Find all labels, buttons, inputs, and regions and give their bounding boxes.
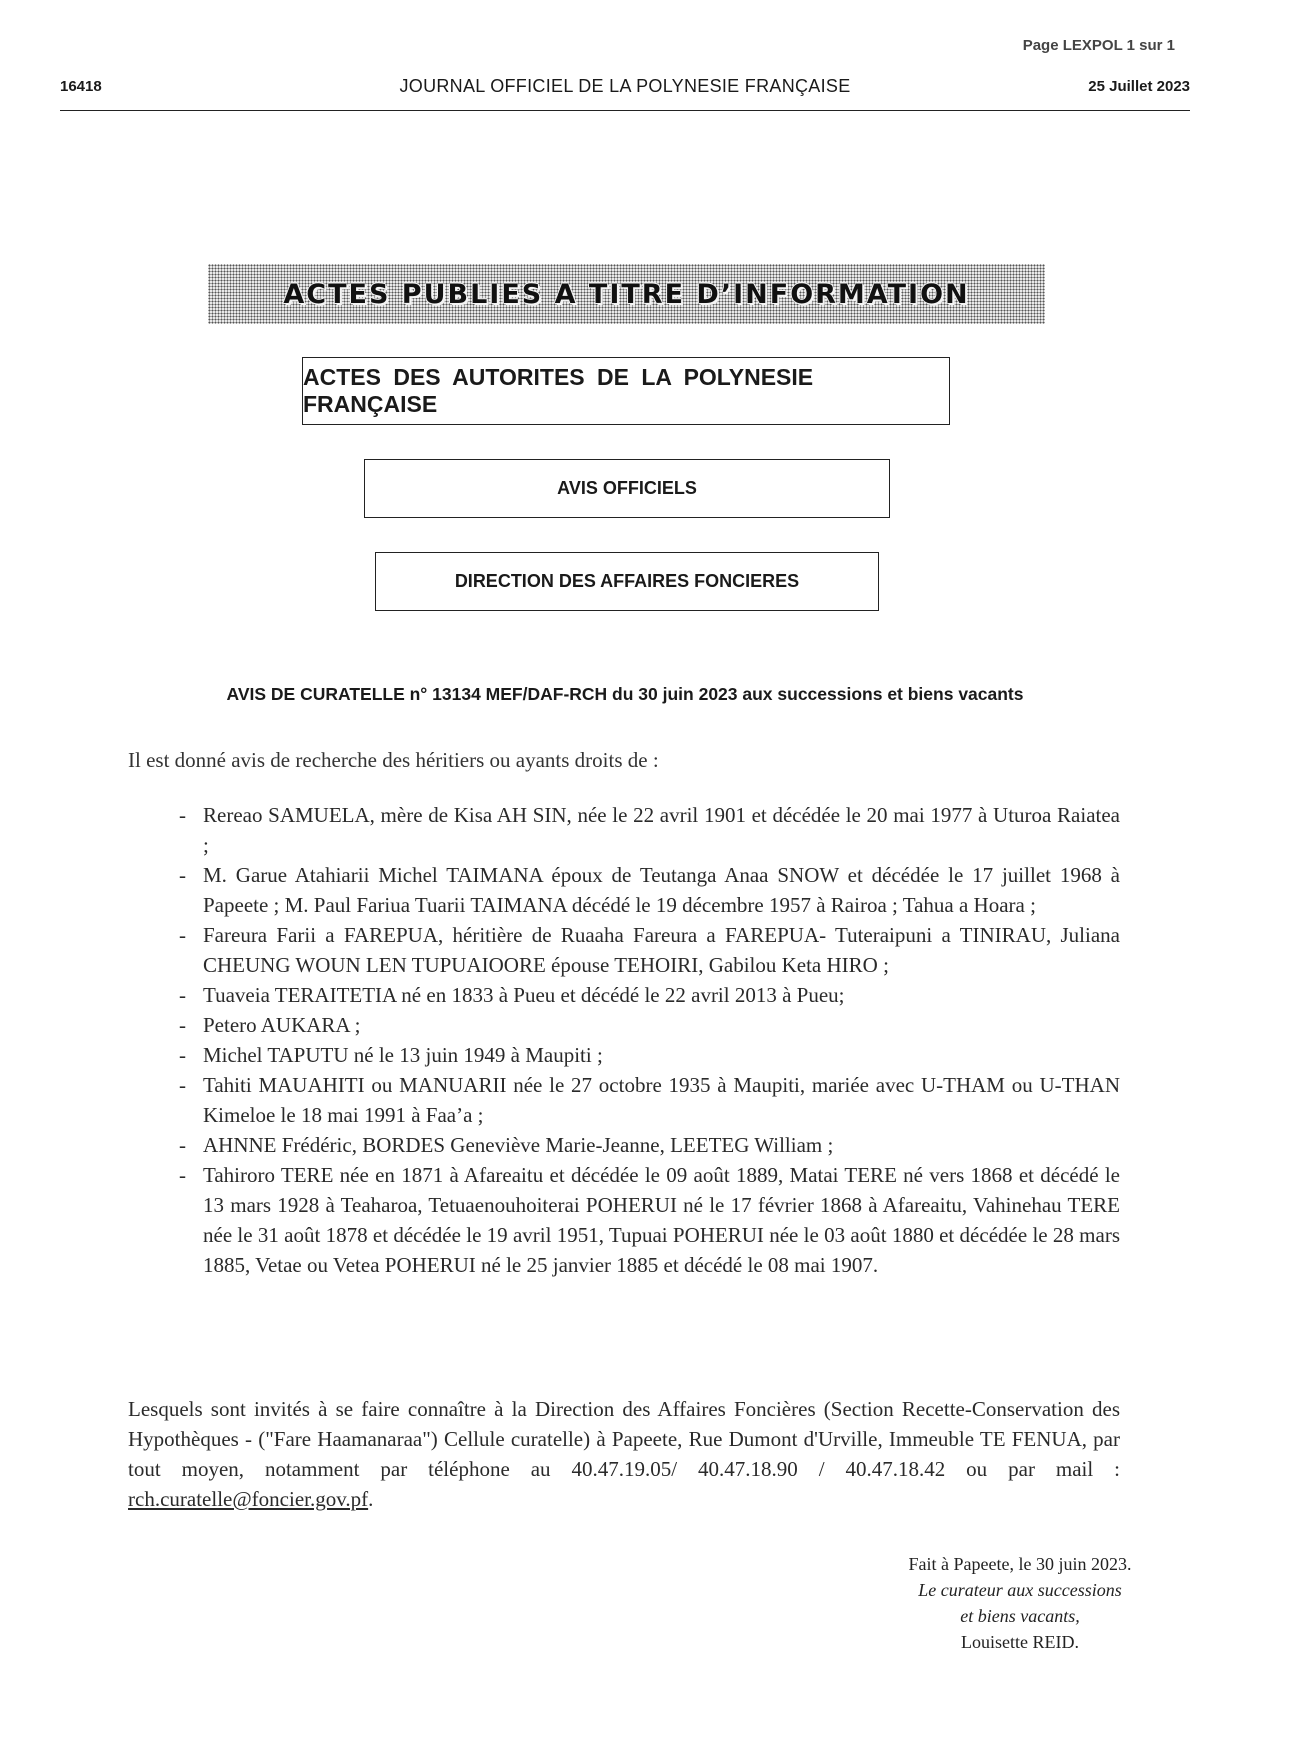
signature-role-line1: Le curateur aux successions: [918, 1580, 1122, 1600]
publication-date: 25 Juillet 2023: [1088, 78, 1190, 95]
heir-item: - Michel TAPUTU né le 13 juin 1949 à Maupiti ;: [179, 1043, 603, 1067]
heir-item: - Fareura Farii a FAREPUA, héritière de Ruaaha Fareura a FAREPUA- Tuteraipuni a TINIRAU, Juliana CHEUNG WOUN LEN TUPUAIOORE épouse TEHOIRI, Gabilou Keta HIRO ;: [179, 923, 1120, 977]
official-notices-heading: AVIS OFFICIELS: [364, 459, 890, 518]
direction-heading: DIRECTION DES AFFAIRES FONCIERES: [375, 552, 879, 611]
heir-text: Michel TAPUTU né le 13 juin 1949 à Maupiti ;: [203, 1043, 603, 1067]
email-link[interactable]: rch.curatelle@foncier.gov.pf: [128, 1487, 369, 1511]
heir-item: - Petero AUKARA ;: [179, 1013, 361, 1037]
heir-item: - AHNNE Frédéric, BORDES Geneviève Marie-Jeanne, LEETEG William ;: [179, 1133, 834, 1157]
journal-title: JOURNAL OFFICIEL DE LA POLYNESIE FRANÇAISE: [399, 76, 851, 96]
notice-intro: Il est donné avis de recherche des héritiers ou ayants droits de :: [128, 748, 659, 772]
notice-title: AVIS DE CURATELLE n° 13134 MEF/DAF-RCH du 30 juin 2023 aux successions et biens vacants: [226, 684, 1024, 704]
heir-text: Petero AUKARA ;: [203, 1013, 361, 1037]
heir-text: AHNNE Frédéric, BORDES Geneviève Marie-Jeanne, LEETEG William ;: [203, 1133, 834, 1157]
heir-text: M. Garue Atahiarii Michel TAIMANA époux de Teutanga Anaa SNOW et décédée le 17 juillet 1968 à Papeete ; M. Paul Fariua Tuarii TAIMANA décédé le 19 décembre 1957 à Rairoa ; Tahua a Hoara ;: [203, 863, 1120, 917]
banner-title: ACTES PUBLIES A TITRE D’INFORMATION: [283, 278, 970, 310]
heir-text: Tahiti MAUAHITI ou MANUARII née le 27 octobre 1935 à Maupiti, mariée avec U-THAM ou U-THAN Kimeloe le 18 mai 1991 à Faa’a ;: [203, 1073, 1120, 1127]
heir-item: - Tahiti MAUAHITI ou MANUARII née le 27 octobre 1935 à Maupiti, mariée avec U-THAM ou U-THAN Kimeloe le 18 mai 1991 à Faa’a ;: [179, 1073, 1120, 1127]
heir-text: Tahiroro TERE née en 1871 à Afareaitu et décédée le 09 août 1889, Matai TERE né vers 1868 et décédé le 13 mars 1928 à Teaharoa, Tetuaenouhoiterai POHERUI né le 17 février 1868 à Afareaitu, Vahinehau TERE née le 31 août 1878 et décédée le 19 avril 1951, Tupuai POHERUI née le 03 août 1880 et décédée le 28 mars 1885, Vetae ou Vetea POHERUI né le 25 janvier 1885 et décédé le 08 mai 1907.: [203, 1163, 1120, 1277]
signature-name: Louisette REID.: [961, 1632, 1079, 1652]
heir-text: Rereao SAMUELA, mère de Kisa AH SIN, née le 22 avril 1901 et décédée le 20 mai 1977 à Uturoa Raiatea ;: [203, 803, 1120, 857]
journal-header: [60, 76, 1190, 111]
issue-number: 16418: [60, 78, 102, 95]
heir-item: - Rereao SAMUELA, mère de Kisa AH SIN, née le 22 avril 1901 et décédée le 20 mai 1977 à Uturoa Raiatea ;: [179, 803, 1120, 857]
heir-item: - Tahiroro TERE née en 1871 à Afareaitu et décédée le 09 août 1889, Matai TERE né vers 1868 et décédé le 13 mars 1928 à Teaharoa, Tetuaenouhoiterai POHERUI né le 17 février 1868 à Afareaitu, Vahinehau TERE née le 31 août 1878 et décédée le 19 avril 1951, Tupuai POHERUI née le 03 août 1880 et décédée le 28 mars 1885, Vetae ou Vetea POHERUI né le 25 janvier 1885 et décédé le 08 mai 1907.: [179, 1163, 1120, 1277]
signature-place-date: Fait à Papeete, le 30 juin 2023.: [908, 1554, 1132, 1574]
heir-text: Tuaveia TERAITETIA né en 1833 à Pueu et décédé le 22 avril 2013 à Pueu;: [203, 983, 845, 1007]
signature-role-line2: et biens vacants,: [960, 1606, 1080, 1626]
heir-item: - Tuaveia TERAITETIA né en 1833 à Pueu et décédé le 22 avril 2013 à Pueu;: [179, 983, 845, 1007]
section-banner: [208, 264, 1045, 324]
authorities-heading: ACTES DES AUTORITES DE LA POLYNESIE FRANÇAISE: [302, 357, 950, 425]
signature-block: [790, 1551, 1250, 1655]
closing-paragraph: [128, 1394, 1120, 1514]
closing-end: .: [368, 1487, 374, 1511]
heirs-list: [179, 800, 1120, 1280]
heir-text: Fareura Farii a FAREPUA, héritière de Ruaaha Fareura a FAREPUA- Tuteraipuni a TINIRAU, Juliana CHEUNG WOUN LEN TUPUAIOORE épouse TEHOIRI, Gabilou Keta HIRO ;: [203, 923, 1120, 977]
heir-item: - M. Garue Atahiarii Michel TAIMANA époux de Teutanga Anaa SNOW et décédée le 17 juillet 1968 à Papeete ; M. Paul Fariua Tuarii TAIMANA décédé le 19 décembre 1957 à Rairoa ; Tahua a Hoara ;: [179, 863, 1120, 917]
lexpol-page-label: Page LEXPOL 1 sur 1: [1022, 37, 1175, 54]
closing-text: Lesquels sont invités à se faire connaître à la Direction des Affaires Foncières (Section Recette-Conservation des Hypothèques - ("Fare Haamanaraa") Cellule curatelle) à Papeete, Rue Dumont d'Urville, Immeuble TE FENUA, par tout moyen, notamment par téléphone au 40.47.19.05/ 40.47.18.90 / 40.47.18.42 ou par mail :: [128, 1397, 1120, 1481]
